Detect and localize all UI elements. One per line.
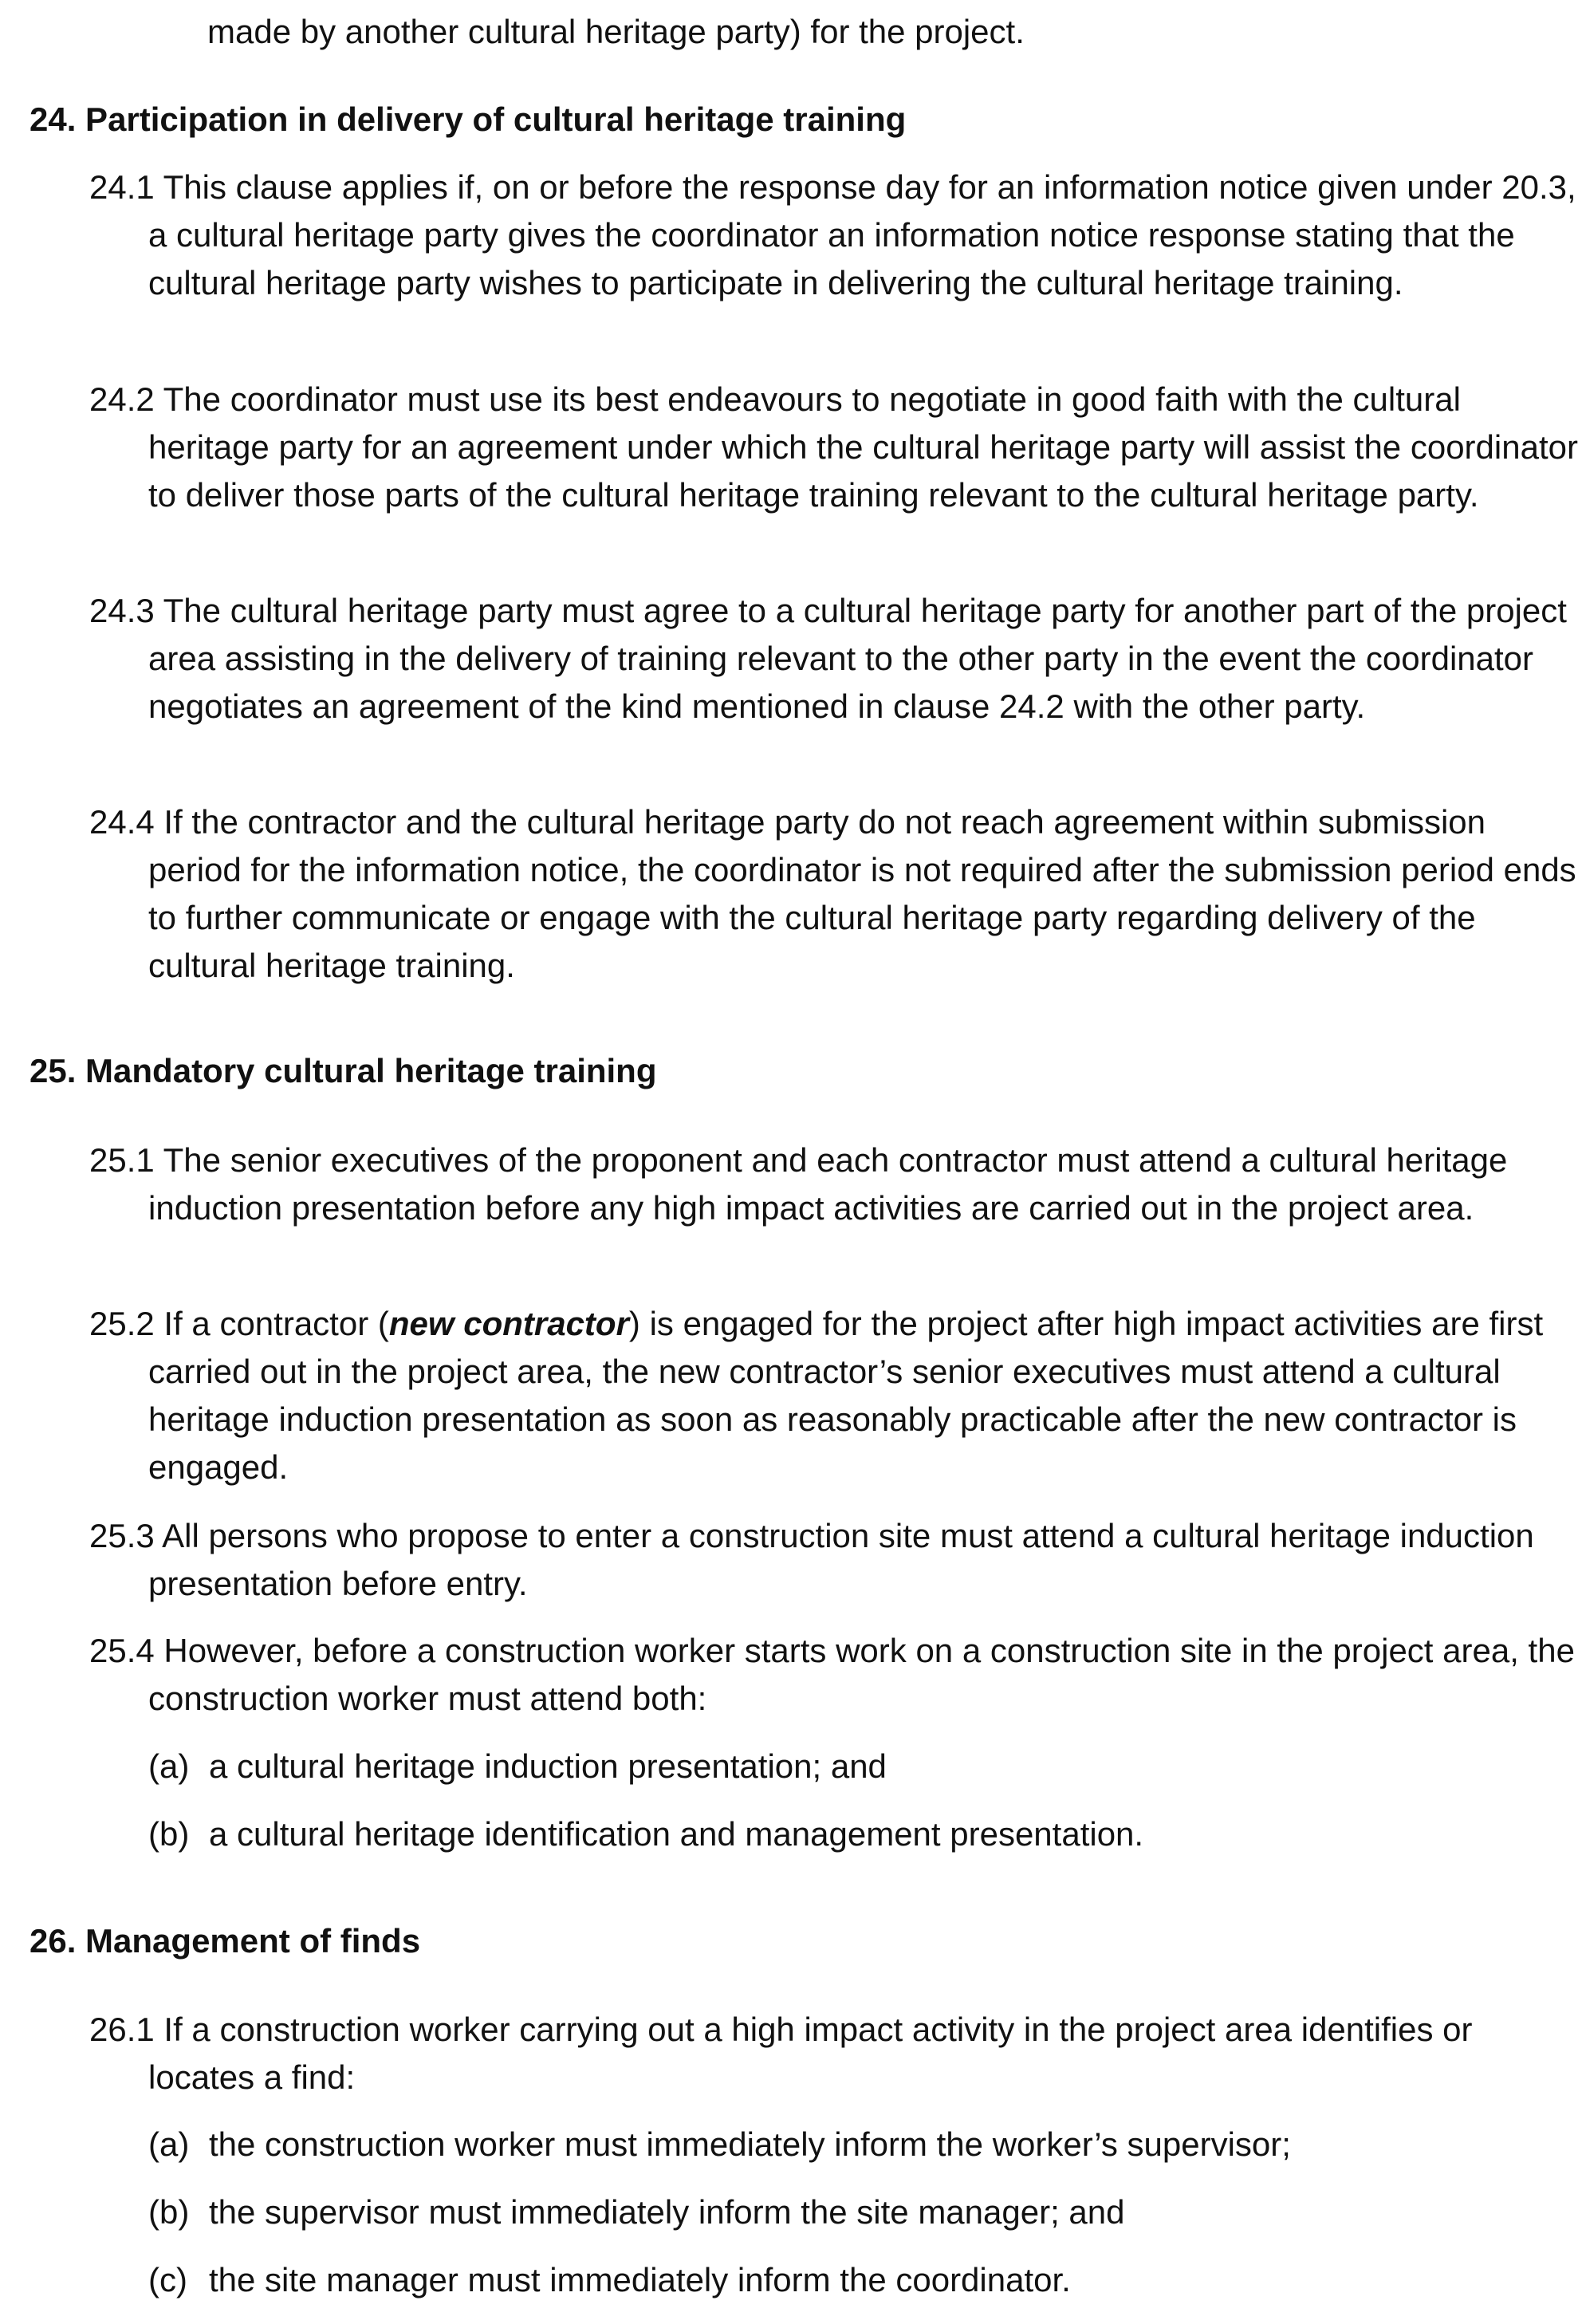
clause-25-2-start: 25.2 If a contractor ( (89, 1305, 389, 1342)
clause-25-4-item-a (148, 1743, 1520, 1790)
list-marker: (b) (148, 2193, 190, 2231)
intro-line: made by another cultural heritage party) for the project. (207, 13, 1025, 50)
section-26-heading: 26. Management of finds (30, 1922, 421, 1960)
clause-25-4: 25.4 However, before a construction worker starts work on a construction site in the project area, the construction worker must attend both: (89, 1632, 1575, 1717)
clause-25-2-rest: ) is engaged for the project after high impact activities are first carried out in the project area, the new contractor’s senior executives must attend a cultural heritage induction presentation as soon as reasonably practicable after the new contractor is engaged. (148, 1305, 1544, 1486)
clause-26-1-item-a (148, 2121, 1520, 2168)
clause-26-1-item-c (148, 2256, 1520, 2304)
clause-25-3: 25.3 All persons who propose to enter a construction site must attend a cultural heritage induction presentation before entry. (89, 1517, 1534, 1602)
list-marker: (a) (148, 2125, 190, 2163)
list-item-text: the supervisor must immediately inform the site manager; and (209, 2193, 1125, 2231)
list-item-text: a cultural heritage induction presentation; and (209, 1747, 887, 1785)
section-25-heading: 25. Mandatory cultural heritage training (30, 1052, 657, 1089)
clause-26-1: 26.1 If a construction worker carrying out a high impact activity in the project area identifies or locates a find: (89, 2011, 1473, 2096)
clause-25-4-item-b (148, 1810, 1520, 1858)
list-item-text: a cultural heritage identification and management presentation. (209, 1815, 1144, 1853)
list-item-text: the construction worker must immediately inform the worker’s supervisor; (209, 2125, 1291, 2163)
clause-25-1: 25.1 The senior executives of the proponent and each contractor must attend a cultural heritage induction presentation before any high impact activities are carried out in the project area. (89, 1141, 1508, 1227)
clause-24-1: 24.1 This clause applies if, on or before the response day for an information notice given under 20.3, a cultural heritage party gives the coordinator an information notice response stating that the cultural heritage party wishes to participate in delivering the cultural heritage training. (89, 168, 1576, 301)
list-marker: (c) (148, 2261, 187, 2298)
section-24-heading: 24. Participation in delivery of cultural heritage training (30, 100, 907, 138)
clause-25-2 (89, 1300, 1578, 1491)
clause-24-3: 24.3 The cultural heritage party must agree to a cultural heritage party for another part of the project area assisting in the delivery of training relevant to the other party in the event the coordinator negotiates an agreement of the kind mentioned in clause 24.2 with the other party. (89, 592, 1567, 725)
clause-24-2: 24.2 The coordinator must use its best endeavours to negotiate in good faith with the cultural heritage party for an agreement under which the cultural heritage party will assist the coordinator to deliver those parts of the cultural heritage training relevant to the cultural heritage party. (89, 380, 1578, 514)
clause-26-1-item-b (148, 2188, 1520, 2236)
list-item-text: the site manager must immediately inform the coordinator. (209, 2261, 1071, 2298)
defined-term: new contractor (388, 1305, 629, 1342)
list-marker: (a) (148, 1747, 190, 1785)
clause-24-4: 24.4 If the contractor and the cultural heritage party do not reach agreement within submission period for the information notice, the coordinator is not required after the submission period ends to further communicate or engage with the cultural heritage party regarding delivery of the cultural heritage training. (89, 803, 1576, 984)
list-marker: (b) (148, 1815, 190, 1853)
